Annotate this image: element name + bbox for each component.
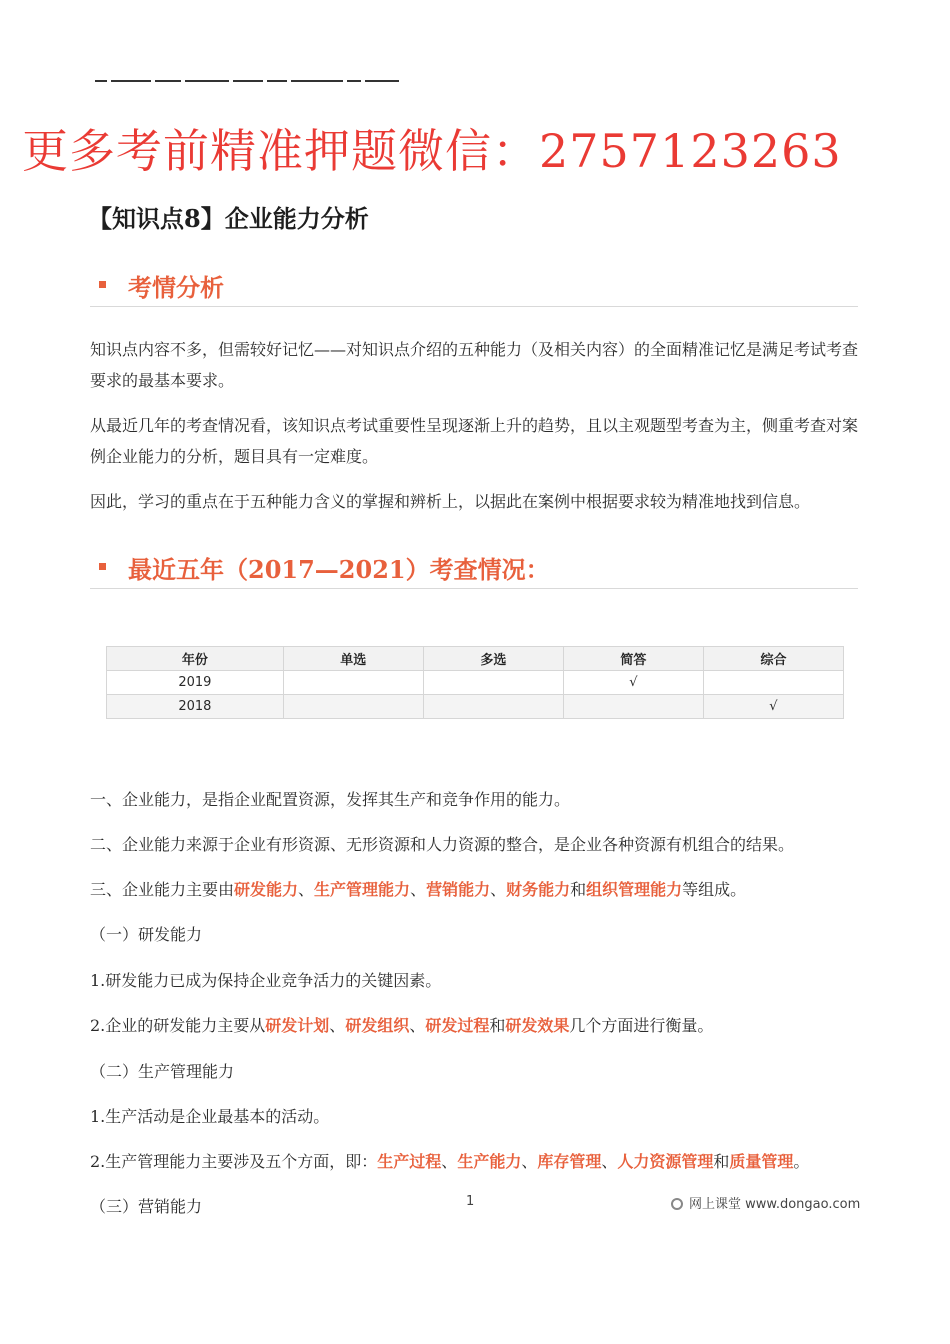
table-row (107, 671, 844, 695)
subheading-marketing: （三）营销能力 (90, 1197, 203, 1216)
highlight-term: 生产过程 (377, 1152, 442, 1171)
text-segment: 几个方面进行衡量。 (569, 1016, 714, 1035)
text-segment: 三、企业能力主要由 (90, 880, 235, 899)
table-header-cell: 简答 (563, 647, 703, 671)
text-segment: 、 (490, 880, 507, 899)
text-segment: 2.企业的研发能力主要从 (90, 1016, 266, 1035)
section-heading-five-years (90, 548, 858, 589)
footer-brand (671, 1193, 860, 1212)
table-header-cell: 多选 (423, 647, 563, 671)
table-cell (283, 695, 423, 719)
text-segment: 、 (298, 880, 315, 899)
highlight-term: 生产能力 (457, 1152, 522, 1171)
text-segment: 2.生产管理能力主要涉及五个方面，即： (90, 1152, 378, 1171)
highlight-term: 生产管理能力 (314, 880, 411, 899)
subheading-production: （二）生产管理能力 (90, 1062, 235, 1081)
content-line: 1.生产活动是企业最基本的活动。 (90, 1107, 330, 1126)
square-bullet-icon (99, 281, 106, 288)
highlight-term: 营销能力 (426, 880, 491, 899)
highlight-term: 研发能力 (234, 880, 299, 899)
table-cell: √ (563, 671, 703, 695)
highlight-term: 质量管理 (729, 1152, 794, 1171)
highlight-term: 研发效果 (505, 1016, 570, 1035)
table-row (107, 695, 844, 719)
highlight-term: 研发过程 (425, 1016, 490, 1035)
table-cell (283, 671, 423, 695)
section-heading-label: 最近五年（2017—2021）考查情况： (128, 555, 550, 584)
table-cell (423, 671, 563, 695)
content-line-rd-measures (90, 1013, 713, 1036)
square-bullet-icon (99, 563, 106, 570)
paragraph: 因此，学习的重点在于五种能力含义的掌握和辨析上，以据此在案例中根据要求较为精准地找到信息。 (90, 492, 811, 511)
text-segment: 和 (489, 1016, 506, 1035)
table-cell: 2018 (107, 695, 284, 719)
paragraph: 知识点内容不多，但需较好记忆——对知识点介绍的五种能力（及相关内容）的全面精准记忆是满足考试考查要求的最基本要求。 (90, 340, 859, 390)
content-line: 二、企业能力来源于企业有形资源、无形资源和人力资源的整合，是企业各种资源有机组合的结果。 (90, 835, 795, 854)
highlight-term: 组织管理能力 (586, 880, 683, 899)
table-header-cell: 年份 (107, 647, 284, 671)
subheading-rd: （一）研发能力 (90, 925, 203, 944)
content-line-production-aspects (90, 1149, 809, 1172)
highlight-term: 库存管理 (537, 1152, 602, 1171)
watermark-text: 更多考前精准押题微信：2757123263 (22, 124, 842, 178)
page-number: 1 (466, 1194, 475, 1209)
highlight-term: 财务能力 (506, 880, 571, 899)
table-cell (703, 671, 843, 695)
content-line: 1.研发能力已成为保持企业竞争活力的关键因素。 (90, 971, 442, 990)
content-line: 一、企业能力，是指企业配置资源，发挥其生产和竞争作用的能力。 (90, 790, 571, 809)
text-segment: 、 (329, 1016, 346, 1035)
paragraph: 从最近几年的考查情况看，该知识点考试重要性呈现逐渐上升的趋势，且以主观题型考查为主，侧重考查对案例企业能力的分析，题目具有一定难度。 (90, 416, 859, 466)
section-heading-label: 考情分析 (128, 273, 224, 302)
text-segment: 等组成。 (682, 880, 747, 899)
cropped-header-text (95, 66, 425, 82)
dongao-logo-icon (671, 1198, 683, 1210)
knowledge-point-title (88, 199, 369, 234)
table-cell: √ (703, 695, 843, 719)
text-segment: 、 (410, 880, 427, 899)
footer-brand-text: 网上课堂 www.dongao.com (689, 1197, 861, 1212)
table-cell (423, 695, 563, 719)
knowledge-point-name: 企业能力分析 (224, 204, 369, 233)
text-segment: 、 (601, 1152, 618, 1171)
text-segment: 、 (409, 1016, 426, 1035)
section-heading-exam-analysis (90, 266, 858, 307)
text-segment: 和 (570, 880, 587, 899)
table-cell (563, 695, 703, 719)
text-segment: 。 (793, 1152, 810, 1171)
exam-history-table (106, 646, 844, 719)
knowledge-point-label: 【知识点8】 (88, 204, 225, 233)
table-header-cell: 单选 (283, 647, 423, 671)
table-header-cell: 综合 (703, 647, 843, 671)
table-header-row (107, 647, 844, 671)
table-cell: 2019 (107, 671, 284, 695)
highlight-term: 人力资源管理 (617, 1152, 714, 1171)
text-segment: 、 (521, 1152, 538, 1171)
text-segment: 、 (441, 1152, 458, 1171)
highlight-term: 研发组织 (345, 1016, 410, 1035)
content-line-abilities (90, 877, 746, 900)
highlight-term: 研发计划 (265, 1016, 330, 1035)
text-segment: 和 (713, 1152, 730, 1171)
